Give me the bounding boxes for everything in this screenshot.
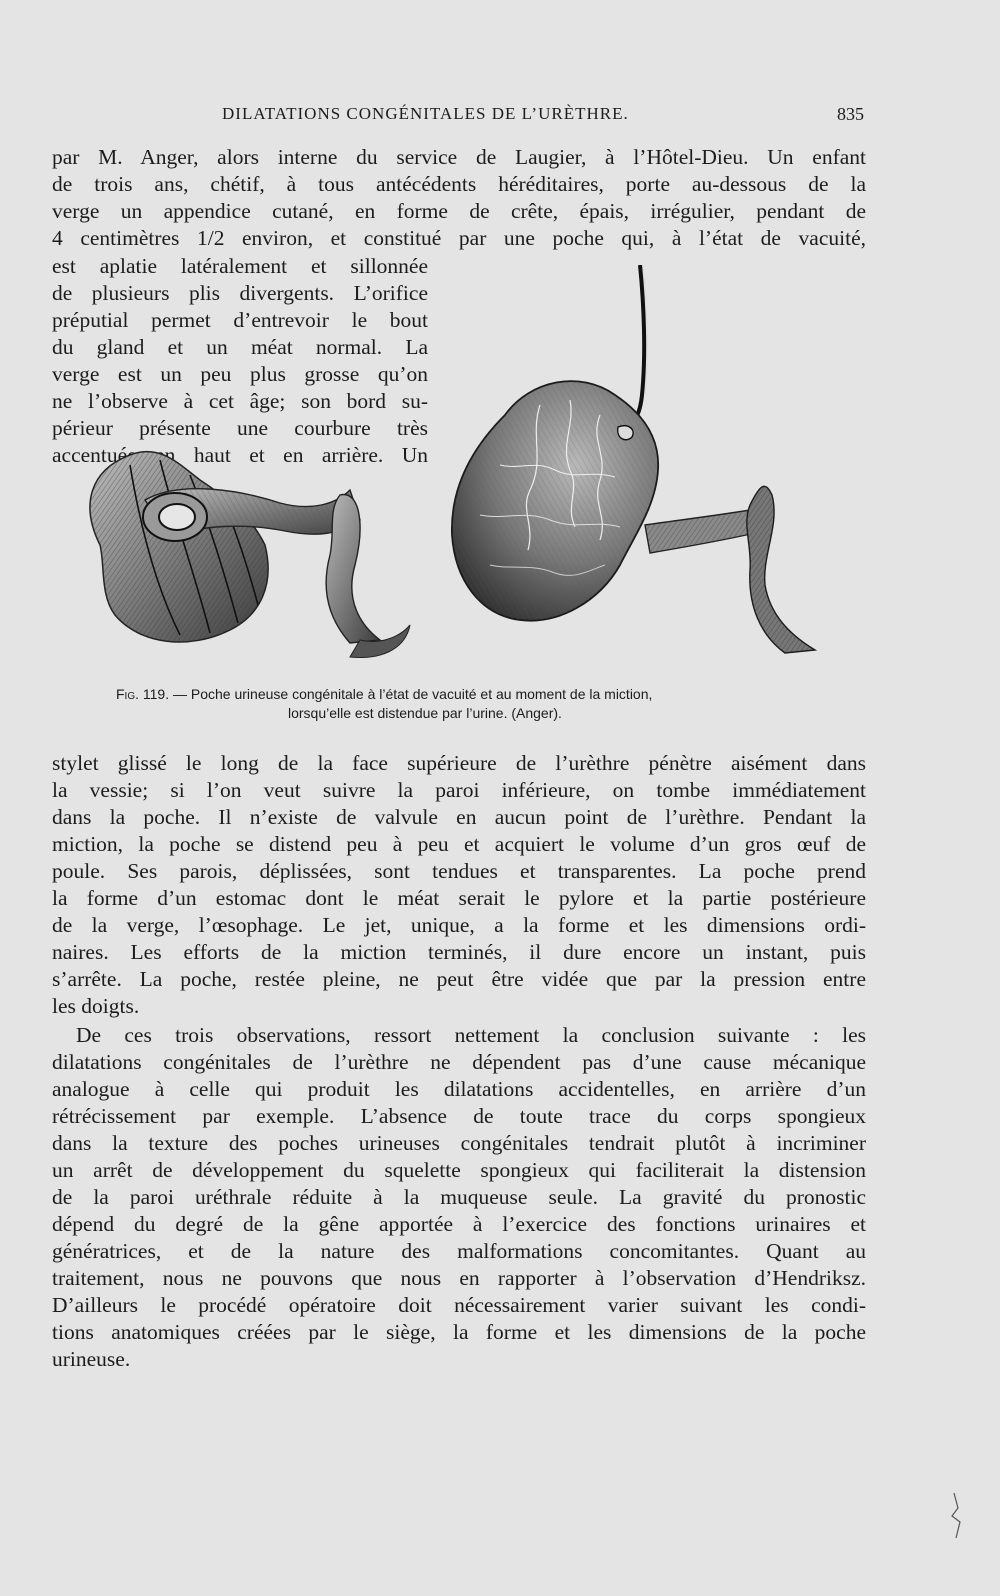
text-line: de plusieurs plis divergents. L’orifice	[52, 281, 428, 305]
text-line: verge est un peu plus grosse qu’on	[52, 362, 428, 386]
text-line: urineuse.	[52, 1347, 131, 1371]
text-line: traitement, nous ne pouvons que nous en rapporter à l’observation d’Hendriksz.	[52, 1266, 866, 1290]
distended-pouch-drawing	[452, 265, 815, 653]
text-line: verge un appendice cutané, en forme de crête, épais, irrégulier, pendant de	[52, 199, 866, 223]
text-line: tions anatomiques créées par le siège, la forme et les dimensions de la poche	[52, 1320, 866, 1344]
text-line: miction, la poche se distend peu à peu et acquiert le volume d’un gros œuf de	[52, 832, 866, 856]
text-line: poule. Ses parois, déplissées, sont tendues et transparentes. La poche prend	[52, 859, 866, 883]
ink-speck	[946, 1488, 976, 1548]
running-head-title: DILATATIONS CONGÉNITALES DE L’URÈTHRE.	[222, 104, 629, 123]
text-line: périeur présente une courbure très	[52, 416, 428, 440]
text-line: de trois ans, chétif, à tous antécédents héréditaires, porte au-dessous de la	[52, 172, 866, 196]
text-line: stylet glissé le long de la face supérieure de l’urèthre pénètre aisément dans	[52, 751, 866, 775]
text-line: un arrêt de développement du squelette spongieux qui faciliterait la distension	[52, 1158, 866, 1182]
figure-119-illustration	[60, 265, 820, 685]
text-line: accentuée en haut et en arrière. Un	[52, 443, 428, 467]
text-line: D’ailleurs le procédé opératoire doit nécessairement varier suivant les condi-	[52, 1293, 866, 1317]
text-line: de la paroi uréthrale réduite à la muqueuse seule. La gravité du pronostic	[52, 1185, 866, 1209]
text-line: par M. Anger, alors interne du service de Laugier, à l’Hôtel-Dieu. Un enfant	[52, 145, 866, 169]
text-line: dans la poche. Il n’existe de valvule en aucun point de l’urèthre. Pendant la	[52, 805, 866, 829]
figure-caption-line-2: lorsqu’elle est distendue par l’urine. (Anger).	[288, 705, 562, 721]
text-line: du gland et un méat normal. La	[52, 335, 428, 359]
text-line: les doigts.	[52, 994, 140, 1018]
running-head	[50, 104, 864, 134]
text-line: 4 centimètres 1/2 environ, et constitué par une poche qui, à l’état de vacuité,	[52, 226, 866, 250]
text-line: préputial permet d’entrevoir le bout	[52, 308, 428, 332]
empty-pouch-drawing	[90, 452, 410, 658]
text-line: génératrices, et de la nature des malformations concomitantes. Quant au	[52, 1239, 866, 1263]
text-line: dépend du degré de la gêne apportée à l’exercice des fonctions urinaires et	[52, 1212, 866, 1236]
text-line: analogue à celle qui produit les dilatations accidentelles, en arrière d’un	[52, 1077, 866, 1101]
text-line: naires. Les efforts de la miction terminés, il dure encore un instant, puis	[52, 940, 866, 964]
text-line: la forme d’un estomac dont le méat serait le pylore et la partie postérieure	[52, 886, 866, 910]
text-line: De ces trois observations, ressort nettement la conclusion suivante : les	[76, 1023, 866, 1047]
figure-caption-text: — Poche urineuse congénitale à l’état de vacuité et au moment de la miction,	[169, 686, 653, 702]
text-line: s’arrête. La poche, restée pleine, ne peut être vidée que par la pression entre	[52, 967, 866, 991]
text-line: rétrécissement par exemple. L’absence de toute trace du corps spongieux	[52, 1104, 866, 1128]
text-line: de la verge, l’œsophage. Le jet, unique, a la forme et les dimensions ordi-	[52, 913, 866, 937]
text-line: est aplatie latéralement et sillonnée	[52, 254, 428, 278]
text-line: la vessie; si l’on veut suivre la paroi inférieure, on tombe immédiatement	[52, 778, 866, 802]
figure-label: Fig. 119.	[116, 686, 170, 702]
figure-caption-line-1	[116, 686, 652, 702]
page-number: 835	[837, 104, 864, 124]
text-line: ne l’observe à cet âge; son bord su-	[52, 389, 428, 413]
text-line: dans la texture des poches urineuses congénitales tendrait plutôt à incriminer	[52, 1131, 866, 1155]
text-line: dilatations congénitales de l’urèthre ne dépendent pas d’une cause mécanique	[52, 1050, 866, 1074]
